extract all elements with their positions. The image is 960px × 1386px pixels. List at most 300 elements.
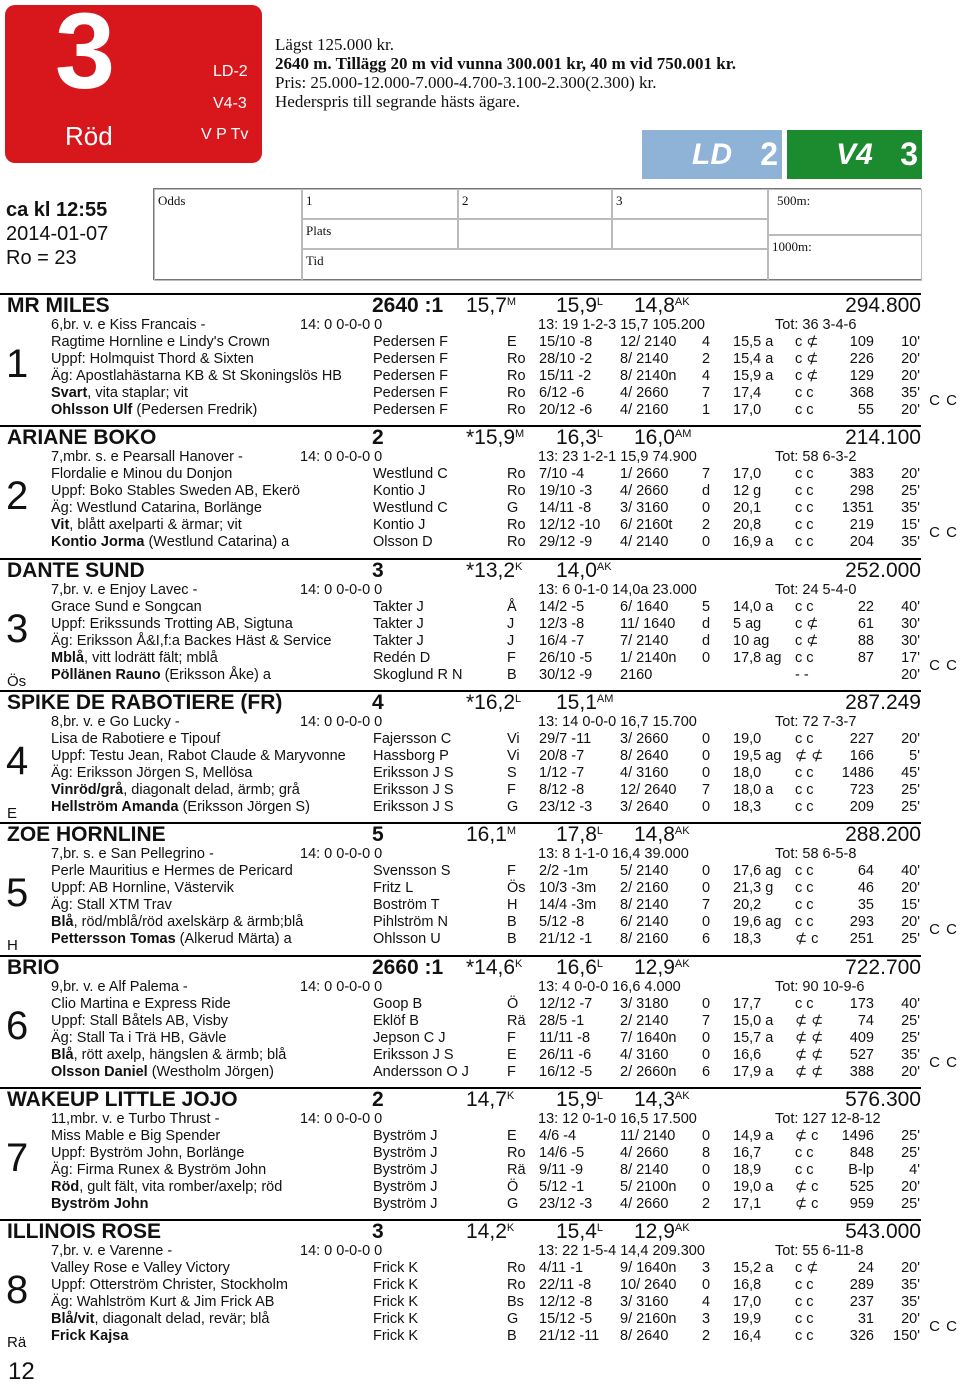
horse-driver: Olsson Daniel (Westholm Jörgen) [51,1063,274,1080]
horse-name: BRIO [7,955,60,979]
race-color: Röd [65,121,113,151]
start-cell: 7/10 -4 [539,466,585,483]
start-cell: 8/ 2140 [620,897,669,914]
start-cell: 8 [702,1144,711,1161]
start-cell: ⊄ ⊄ [795,1063,824,1080]
start-cell: 12/12 -10 [539,517,601,534]
horse-info-line: Perle Mauritius e Hermes de Pericard [51,863,293,880]
start-cell: 7/ 1640n [620,1029,677,1046]
horse-region: H [7,937,18,955]
start-cell: 5/ 2140 [620,863,669,880]
place-2-cell: 2 [458,189,612,219]
start-cell: 209 [849,798,874,815]
horse-colors: Blå, rött axelp, hängslen & ärmb; blå [51,1046,287,1063]
horse-info-line: 7,br. v. e Enjoy Lavec - [51,581,198,598]
horse-earnings: 252.000 [845,558,921,582]
race-conditions [275,35,736,111]
start-cell: c c [795,1277,814,1294]
start-cell: 19,0 a [733,1178,774,1195]
horse-driver: Hellström Amanda (Eriksson Jörgen S) [51,798,310,815]
start-cell: 15,0 a [733,1012,774,1029]
start-cell: 3/ 3180 [620,995,669,1012]
start-cell: 6/ 1640 [620,598,669,615]
horse-info-line: Uppf: Testu Jean, Rabot Claude & Maryvonne [51,747,346,764]
start-cell: 20/12 -6 [539,402,593,418]
start-cell: 0 [702,995,711,1012]
start-cell: 5/12 -1 [539,1178,585,1195]
horse-entry [0,822,960,954]
start-cell: B-lp [848,1161,874,1178]
race-number: 3 [55,0,116,111]
start-cell: c c [795,1328,814,1345]
start-cell: 4' [909,1161,920,1178]
start-cell: 4/6 -4 [539,1127,577,1144]
start-cell: 15,5 a [733,334,774,350]
start-cell: 525 [849,1178,874,1195]
start-cell: d [702,615,711,632]
start-cell: 17,7 [733,995,762,1012]
horse-name: WAKEUP LITTLE JOJO [7,1087,238,1111]
horse-earnings: 287.249 [845,690,921,714]
start-cell: 25' [901,1012,920,1029]
start-cell: 4 [702,1294,711,1311]
v4-logo-text: V4 [836,137,873,171]
start-cell: 14/4 -3m [539,897,597,914]
horse-info-line: Äg: Wahlström Kurt & Jim Frick AB [51,1294,275,1311]
horse-earnings: 288.200 [845,823,921,847]
start-cell: 16,6 [733,1046,762,1063]
start-cell: Ro [507,1277,526,1294]
plats-cell-3 [612,219,768,249]
start-cell: 15,4 a [733,351,774,367]
horse-distance: 2 [372,1087,384,1111]
start-cell: 293 [849,914,874,931]
start-cell: 20' [901,1063,920,1080]
start-cell: 527 [849,1046,874,1063]
race-tag-ld: LD-2 [213,63,248,80]
start-cell: 20' [901,368,920,384]
start-cell: Takter J [373,598,424,615]
horse-earnings: 576.300 [845,1087,921,1111]
horse-colors: Blå/vit, diagonalt delad, revär; blå [51,1311,270,1328]
start-cell: 19,9 [733,1311,762,1328]
start-cell: 9/11 -9 [539,1161,584,1178]
start-cell: 21/12 -1 [539,931,593,948]
stats-total: Tot: 55 6-11-8 [775,1243,864,1260]
start-cell: 848 [849,1144,874,1161]
shoe-symbol: C C [929,921,958,939]
start-cell: - - [795,666,809,683]
start-cell: 20' [901,1311,920,1328]
start-cell: 35' [901,1294,920,1311]
start-cell: 173 [849,995,874,1012]
start-cell: c c [795,914,814,931]
start-number: 1 [6,342,29,386]
start-cell: ⊄ ⊄ [795,1046,824,1063]
start-cell: 4 [702,334,711,350]
start-cell: 0 [702,730,711,747]
start-cell: c ⊄ [795,632,819,649]
horse-info-line: 6,br. v. e Kiss Francais - [51,317,206,333]
horse-earnings: 294.800 [845,294,921,317]
start-cell: c c [795,385,814,401]
start-cell: B [507,666,517,683]
horse-info-line: Lisa de Rabotiere e Tipouf [51,730,221,747]
start-cell: ⊄ c [795,931,819,948]
horse-name: ILLINOIS ROSE [7,1220,162,1244]
start-cell: 20' [901,402,920,418]
start-cell: c c [795,598,814,615]
horse-distance: 3 [372,1220,384,1244]
start-cell: 31 [857,1311,874,1328]
start-cell: 0 [702,747,711,764]
horse-record: $*15,9^M$ [466,426,525,450]
stats-current-year: 14: 0 0-0-0 0 [300,317,383,333]
start-cell: 2 [702,1328,711,1345]
horse-colors: Svart, vita staplar; vit [51,385,189,401]
start-cell: 7 [702,781,711,798]
horse-record: $15,4^L$ [556,1220,603,1244]
start-cell: 16,8 [733,1277,762,1294]
start-cell: 1 [702,402,711,418]
start-cell: 3/ 3160 [620,1294,669,1311]
start-cell: 8/12 -8 [539,781,585,798]
ld-logo [642,130,782,179]
horse-info-line: 11,mbr. v. e Turbo Thrust - [51,1110,220,1127]
start-cell: 150' [893,1328,920,1345]
horse-record: $17,8^L$ [556,823,603,847]
start-cell: 22/11 -8 [539,1277,592,1294]
start-cell: 129 [849,368,874,384]
start-number: 6 [6,1003,29,1048]
horse-entry [0,955,960,1087]
start-cell: 15/12 -5 [539,1311,593,1328]
horse-info-line: 7,br. v. e Varenne - [51,1243,173,1260]
horse-driver: Pettersson Tomas (Alkerud Märta) a [51,931,292,948]
horse-info-line: Uppf: Erikssunds Trotting AB, Sigtuna [51,615,293,632]
start-cell: 3/ 2660 [620,730,669,747]
start-cell: 35' [901,1046,920,1063]
horse-distance: 3 [372,558,384,582]
start-cell: c ⊄ [795,615,819,632]
start-cell: 22 [857,598,874,615]
start-cell: 16,7 [733,1144,762,1161]
start-cell: 17,4 [733,385,762,401]
start-cell: 26/11 -6 [539,1046,592,1063]
start-cell: 35' [901,385,920,401]
horse-info-line: Uppf: AB Hornline, Västervik [51,880,234,897]
start-cell: Ro [507,466,526,483]
start-cell: c c [795,534,814,551]
stats-total: Tot: 127 12-8-12 [775,1110,881,1127]
start-cell: 30/12 -9 [539,666,593,683]
start-cell: G [507,500,519,517]
start-cell: 29/12 -9 [539,534,593,551]
start-cell: c ⊄ [795,351,819,367]
horse-record: $12,9^{AK}$ [634,1220,690,1244]
start-number: 2 [6,474,29,519]
horse-info-line: Äg: Westlund Catarina, Borlänge [51,500,262,517]
start-cell: Bs [507,1294,524,1311]
start-cell: 21/12 -11 [539,1328,600,1345]
start-cell: 15' [901,897,920,914]
start-cell: 19,6 ag [733,914,782,931]
start-cell: Andersson O J [373,1063,469,1080]
start-cell: c c [795,483,814,500]
start-cell: 10/ 2640 [620,1277,677,1294]
horse-record: $16,3^L$ [556,426,603,450]
horse-info-line: Grace Sund e Songcan [51,598,202,615]
horse-record: $14,0^{AK}$ [556,558,612,582]
start-cell: Skoglund R N [373,666,463,683]
start-cell: 88 [857,632,874,649]
horse-name: DANTE SUND [7,558,145,582]
start-cell: Kontio J [373,517,426,534]
horse-info-line: Clio Martina e Express Ride [51,995,231,1012]
start-cell: 298 [849,483,874,500]
horse-record: $12,9^{AK}$ [634,955,690,979]
start-cell: d [702,632,711,649]
start-cell: 26/10 -5 [539,649,593,666]
start-cell: Fajersson C [373,730,452,747]
start-cell: 0 [702,1277,711,1294]
start-cell: 20' [901,666,920,683]
stats-current-year: 14: 0 0-0-0 0 [300,978,383,995]
start-cell: Ro [507,1144,526,1161]
start-cell: Vi [507,730,520,747]
horse-record: $15,7^M$ [466,294,517,317]
start-cell: 61 [857,615,874,632]
start-cell: J [507,615,515,632]
start-cell: 20' [901,1260,920,1277]
start-cell: ⊄ c [795,1127,819,1144]
horse-info-line: Uppf: Stall Båtels AB, Visby [51,1012,229,1029]
horse-entry [0,1087,960,1219]
start-cell: Ro [507,351,526,367]
start-cell: 19,0 [733,730,762,747]
start-cell: c c [795,1161,814,1178]
start-cell: 14/6 -5 [539,1144,585,1161]
start-cell: 20' [901,466,920,483]
start-cell: 25' [901,1195,920,1212]
start-cell: Hassborg P [373,747,449,764]
horse-earnings: 722.700 [845,955,921,979]
stats-last-year: 13: 4 0-0-0 16,6 4.000 [538,978,681,995]
start-cell: 25' [901,781,920,798]
start-cell: 16,4 [733,1328,762,1345]
start-cell: 1/ 2140n [620,649,677,666]
start-cell: 55 [857,402,874,418]
race-ro: Ro = 23 [6,247,77,269]
horse-info-line: Ragtime Hornline e Lindy's Crown [51,334,270,350]
start-cell: Fritz L [373,880,414,897]
start-cell: ⊄ c [795,1178,819,1195]
start-cell: Pedersen F [373,368,448,384]
stats-total: Tot: 90 10-9-6 [775,978,865,995]
start-cell: 40' [901,995,920,1012]
horse-name: ARIANE BOKO [7,426,157,450]
start-cell: 35' [901,1277,920,1294]
start-cell: 15' [901,517,920,534]
start-cell: Pihlström N [373,914,448,931]
start-cell: 17,8 ag [733,649,782,666]
start-cell: Eriksson J S [373,798,454,815]
horse-info-line: Äg: Stall Ta i Trä HB, Gävle [51,1029,227,1046]
start-cell: 6/12 -6 [539,385,585,401]
start-cell: Byström J [373,1161,438,1178]
start-cell: 0 [702,1127,711,1144]
stats-last-year: 13: 19 1-2-3 15,7 105.200 [538,317,705,333]
start-cell: 40' [901,598,920,615]
horse-entry [0,558,960,690]
start-cell: Takter J [373,632,424,649]
start-cell: 9/ 2160n [620,1311,677,1328]
horse-record: $15,9^L$ [556,294,603,317]
start-cell: 388 [849,1063,874,1080]
start-cell: c ⊄ [795,1260,819,1277]
plats-cell-2 [458,219,612,249]
start-cell: c c [795,1311,814,1328]
horse-record: $14,2^K$ [466,1220,515,1244]
start-cell: 40' [901,863,920,880]
start-cell: 4/ 2660 [620,1195,669,1212]
start-cell: E [507,334,517,350]
start-cell: 14/2 -5 [539,598,585,615]
start-cell: 4/ 2160 [620,402,669,418]
start-number: 3 [6,606,29,651]
start-cell: 18,3 [733,931,762,948]
start-cell: 8/ 2140 [620,1161,669,1178]
start-cell: Eriksson J S [373,781,454,798]
start-cell: 166 [849,747,874,764]
start-cell: 46 [857,880,874,897]
horse-name: ZOE HORNLINE [7,823,166,847]
horse-driver: Ohlsson Ulf (Pedersen Fredrik) [51,402,258,418]
start-cell: c c [795,798,814,815]
start-cell: Redén D [373,649,431,666]
start-cell: 409 [849,1029,874,1046]
start-cell: F [507,1063,516,1080]
shoe-symbol: C C [929,1318,958,1336]
start-cell: 2/ 2660n [620,1063,677,1080]
start-cell: 7 [702,466,711,483]
start-cell: Takter J [373,615,424,632]
start-cell: 2 [702,1195,711,1212]
start-cell: 21,3 g [733,880,774,897]
start-cell: Ohlsson U [373,931,441,948]
start-cell: B [507,1328,517,1345]
start-cell: Frick K [373,1260,419,1277]
start-cell: 15,7 a [733,1029,774,1046]
start-cell: 28/5 -1 [539,1012,585,1029]
start-cell: 723 [849,781,874,798]
stats-total: Tot: 36 3-4-6 [775,317,857,333]
start-cell: 19/10 -3 [539,483,593,500]
start-cell: 15,9 a [733,368,774,384]
start-cell: Pedersen F [373,385,448,401]
start-cell: Byström J [373,1127,438,1144]
horse-info-line: Valley Rose e Valley Victory [51,1260,230,1277]
start-cell: 2 [702,351,711,367]
start-cell: Rä [507,1161,526,1178]
stats-last-year: 13: 8 1-1-0 16,4 39.000 [538,846,689,863]
horse-record: $*14,6^K$ [466,955,523,979]
start-cell: E [507,1127,517,1144]
start-cell: 25' [901,483,920,500]
stats-current-year: 14: 0 0-0-0 0 [300,1110,383,1127]
start-time: ca kl 12:55 [6,199,108,221]
start-cell: G [507,798,519,815]
start-cell: 9/ 1640n [620,1260,677,1277]
start-cell: 4/ 2660 [620,483,669,500]
start-cell: 20' [901,351,920,367]
horse-colors: Vit, blått axelparti & ärmar; vit [51,517,242,534]
start-cell: 227 [849,730,874,747]
stats-last-year: 13: 23 1-2-1 15,9 74.900 [538,449,697,466]
horse-info-line: 7,br. s. e San Pellegrino - [51,846,214,863]
start-cell: c c [795,466,814,483]
start-cell: Ö [507,995,519,1012]
start-cell: 204 [849,534,874,551]
horse-distance: 2660 :1 [372,955,444,979]
start-cell: S [507,764,517,781]
start-cell: 226 [849,351,874,367]
start-cell: Ö [507,1178,519,1195]
stats-last-year: 13: 22 1-5-4 14,4 209.300 [538,1243,705,1260]
start-cell: 10 ag [733,632,770,649]
horse-entry [0,293,960,425]
start-cell: Ro [507,483,526,500]
start-cell: 6/ 2160t [620,517,673,534]
start-cell: 30' [901,615,920,632]
start-cell: Eriksson J S [373,1046,454,1063]
stats-total: Tot: 72 7-3-7 [775,713,857,730]
split-1000-cell: 1000m: [768,235,922,281]
start-cell: Ro [507,1260,526,1277]
horse-colors: Röd, gult fält, vita romber/axelp; röd [51,1178,283,1195]
horse-colors: Mblå, vitt lodrätt fält; mblå [51,649,218,666]
start-cell: Pedersen F [373,334,448,350]
start-cell: G [507,1311,519,1328]
start-cell: 64 [857,863,874,880]
start-cell: 0 [702,1161,711,1178]
stats-last-year: 13: 6 0-1-0 14,0a 23.000 [538,581,697,598]
start-cell: 5 [702,598,711,615]
start-cell: 3 [702,1311,711,1328]
start-cell: 30' [901,632,920,649]
start-cell: 16/12 -5 [539,1063,593,1080]
start-cell: Byström J [373,1144,438,1161]
start-cell: 17,0 [733,1294,762,1311]
horse-entry [0,1219,960,1351]
start-cell: 15/11 -2 [539,368,592,384]
start-cell: 7/ 2140 [620,632,669,649]
ld-logo-text: LD [692,137,732,171]
start-cell: c c [795,649,814,666]
start-cell: c c [795,863,814,880]
horse-entry [0,690,960,822]
start-cell: 4/ 3160 [620,764,669,781]
start-cell: E [507,1046,517,1063]
start-cell: 7 [702,897,711,914]
start-cell: 28/10 -2 [539,351,593,367]
shoe-symbol: C C [929,656,958,674]
start-cell: 16,9 a [733,534,774,551]
stats-current-year: 14: 0 0-0-0 0 [300,581,383,598]
start-cell: Ro [507,368,526,384]
start-cell: Svensson S [373,863,451,880]
start-cell: 0 [702,764,711,781]
